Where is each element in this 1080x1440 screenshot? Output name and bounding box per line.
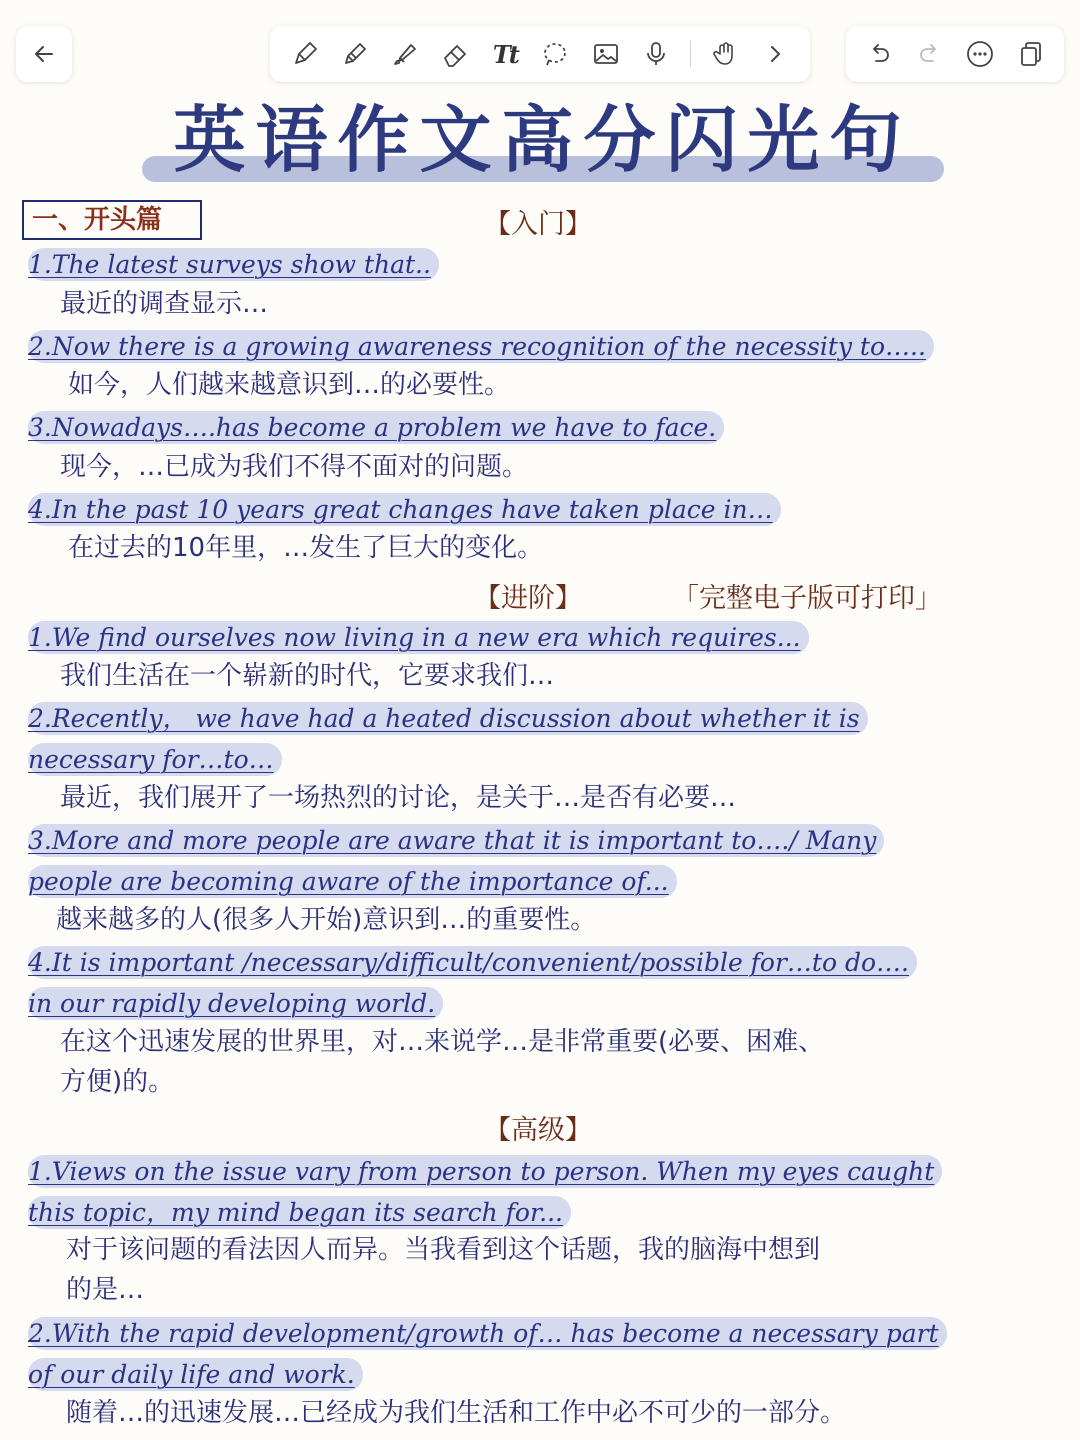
action-toolbar xyxy=(846,26,1064,82)
phrase-en: 1.The latest surveys show that.. xyxy=(28,248,439,282)
phrase-zh: 方便)的。 xyxy=(60,1067,175,1097)
tool-toolbar xyxy=(270,26,810,82)
redo-icon[interactable] xyxy=(914,38,946,70)
marker-icon[interactable] xyxy=(339,38,371,70)
phrase-zh: 越来越多的人(很多人开始)意识到…的重要性。 xyxy=(56,905,597,935)
phrase-zh: 现今，…已成为我们不得不面对的问题。 xyxy=(60,452,529,482)
pages-icon[interactable] xyxy=(1015,38,1047,70)
chevron-right-icon[interactable] xyxy=(759,38,791,70)
tier-basic: 【入门】 xyxy=(484,209,592,240)
lasso-icon[interactable] xyxy=(539,38,571,70)
phrase-en: necessary for…to… xyxy=(28,743,282,777)
phrase-zh: 最近，我们展开了一场热烈的讨论，是关于…是否有必要… xyxy=(60,783,737,813)
phrase-en: people are becoming aware of the importance of... xyxy=(28,865,677,899)
phrase-zh: 的是… xyxy=(66,1275,145,1305)
more-icon[interactable] xyxy=(964,38,996,70)
tier-expert: 【高级】 xyxy=(484,1115,592,1146)
image-icon[interactable] xyxy=(590,38,622,70)
phrase-zh: 如今，人们越来越意识到…的必要性。 xyxy=(68,370,511,400)
phrase-en: 2.Recently， we have had a heated discussion about whether it is xyxy=(28,702,868,736)
undo-icon[interactable] xyxy=(863,38,895,70)
phrase-en: 3.More and more people are aware that it is important to…./ Many xyxy=(28,824,884,858)
phrase-en: 3.Nowadays….has become a problem we have to face. xyxy=(28,411,724,445)
hand-tool-icon[interactable] xyxy=(709,38,741,70)
phrase-en: 4.It is important /necessary/difficult/convenient/possible for…to do…. xyxy=(28,946,917,980)
phrase-en: 4.In the past 10 years great changes have taken place in… xyxy=(28,493,781,527)
page-title: 英语作文高分闪光句 xyxy=(173,98,912,182)
phrase-en: of our daily life and work. xyxy=(28,1358,363,1392)
phrase-en: 1.We find ourselves now living in a new era which requires... xyxy=(28,621,809,655)
phrase-zh: 随着…的迅速发展…已经成为我们生活和工作中必不可少的一部分。 xyxy=(66,1398,847,1428)
microphone-icon[interactable] xyxy=(640,38,672,70)
pen-icon[interactable] xyxy=(289,38,321,70)
tier-advanced: 【进阶】 xyxy=(474,583,582,614)
back-toolbar xyxy=(16,26,72,82)
text-tool-icon[interactable]: Tt xyxy=(492,39,518,69)
back-arrow-icon[interactable] xyxy=(28,38,60,70)
phrase-zh: 在过去的10年里，…发生了巨大的变化。 xyxy=(68,533,544,563)
title-block xyxy=(140,90,945,200)
phrase-en: 1.Views on the issue vary from person to person. When my eyes caught xyxy=(28,1155,942,1189)
phrase-en: in our rapidly developing world. xyxy=(28,987,443,1021)
phrase-en: this topic，my mind began its search for... xyxy=(28,1196,571,1230)
eraser-icon[interactable] xyxy=(439,38,471,70)
phrase-en: 2.With the rapid development/growth of… has become a necessary part xyxy=(28,1317,947,1351)
phrase-zh: 在这个迅速发展的世界里，对…来说学…是非常重要(必要、困难、 xyxy=(60,1027,825,1057)
phrase-zh: 对于该问题的看法因人而异。当我看到这个话题，我的脑海中想到 xyxy=(66,1235,821,1265)
phrase-en: 2.Now there is a growing awareness recognition of the necessity to….. xyxy=(28,330,934,364)
phrase-zh: 最近的调查显示… xyxy=(60,289,269,319)
phrase-zh: 我们生活在一个崭新的时代，它要求我们… xyxy=(60,661,555,691)
section-heading: 一、开头篇 xyxy=(22,200,202,240)
tier-advanced-note: 「完整电子版可打印」 xyxy=(672,583,942,614)
toolbar-divider xyxy=(690,41,691,67)
highlighter-icon[interactable] xyxy=(389,38,421,70)
